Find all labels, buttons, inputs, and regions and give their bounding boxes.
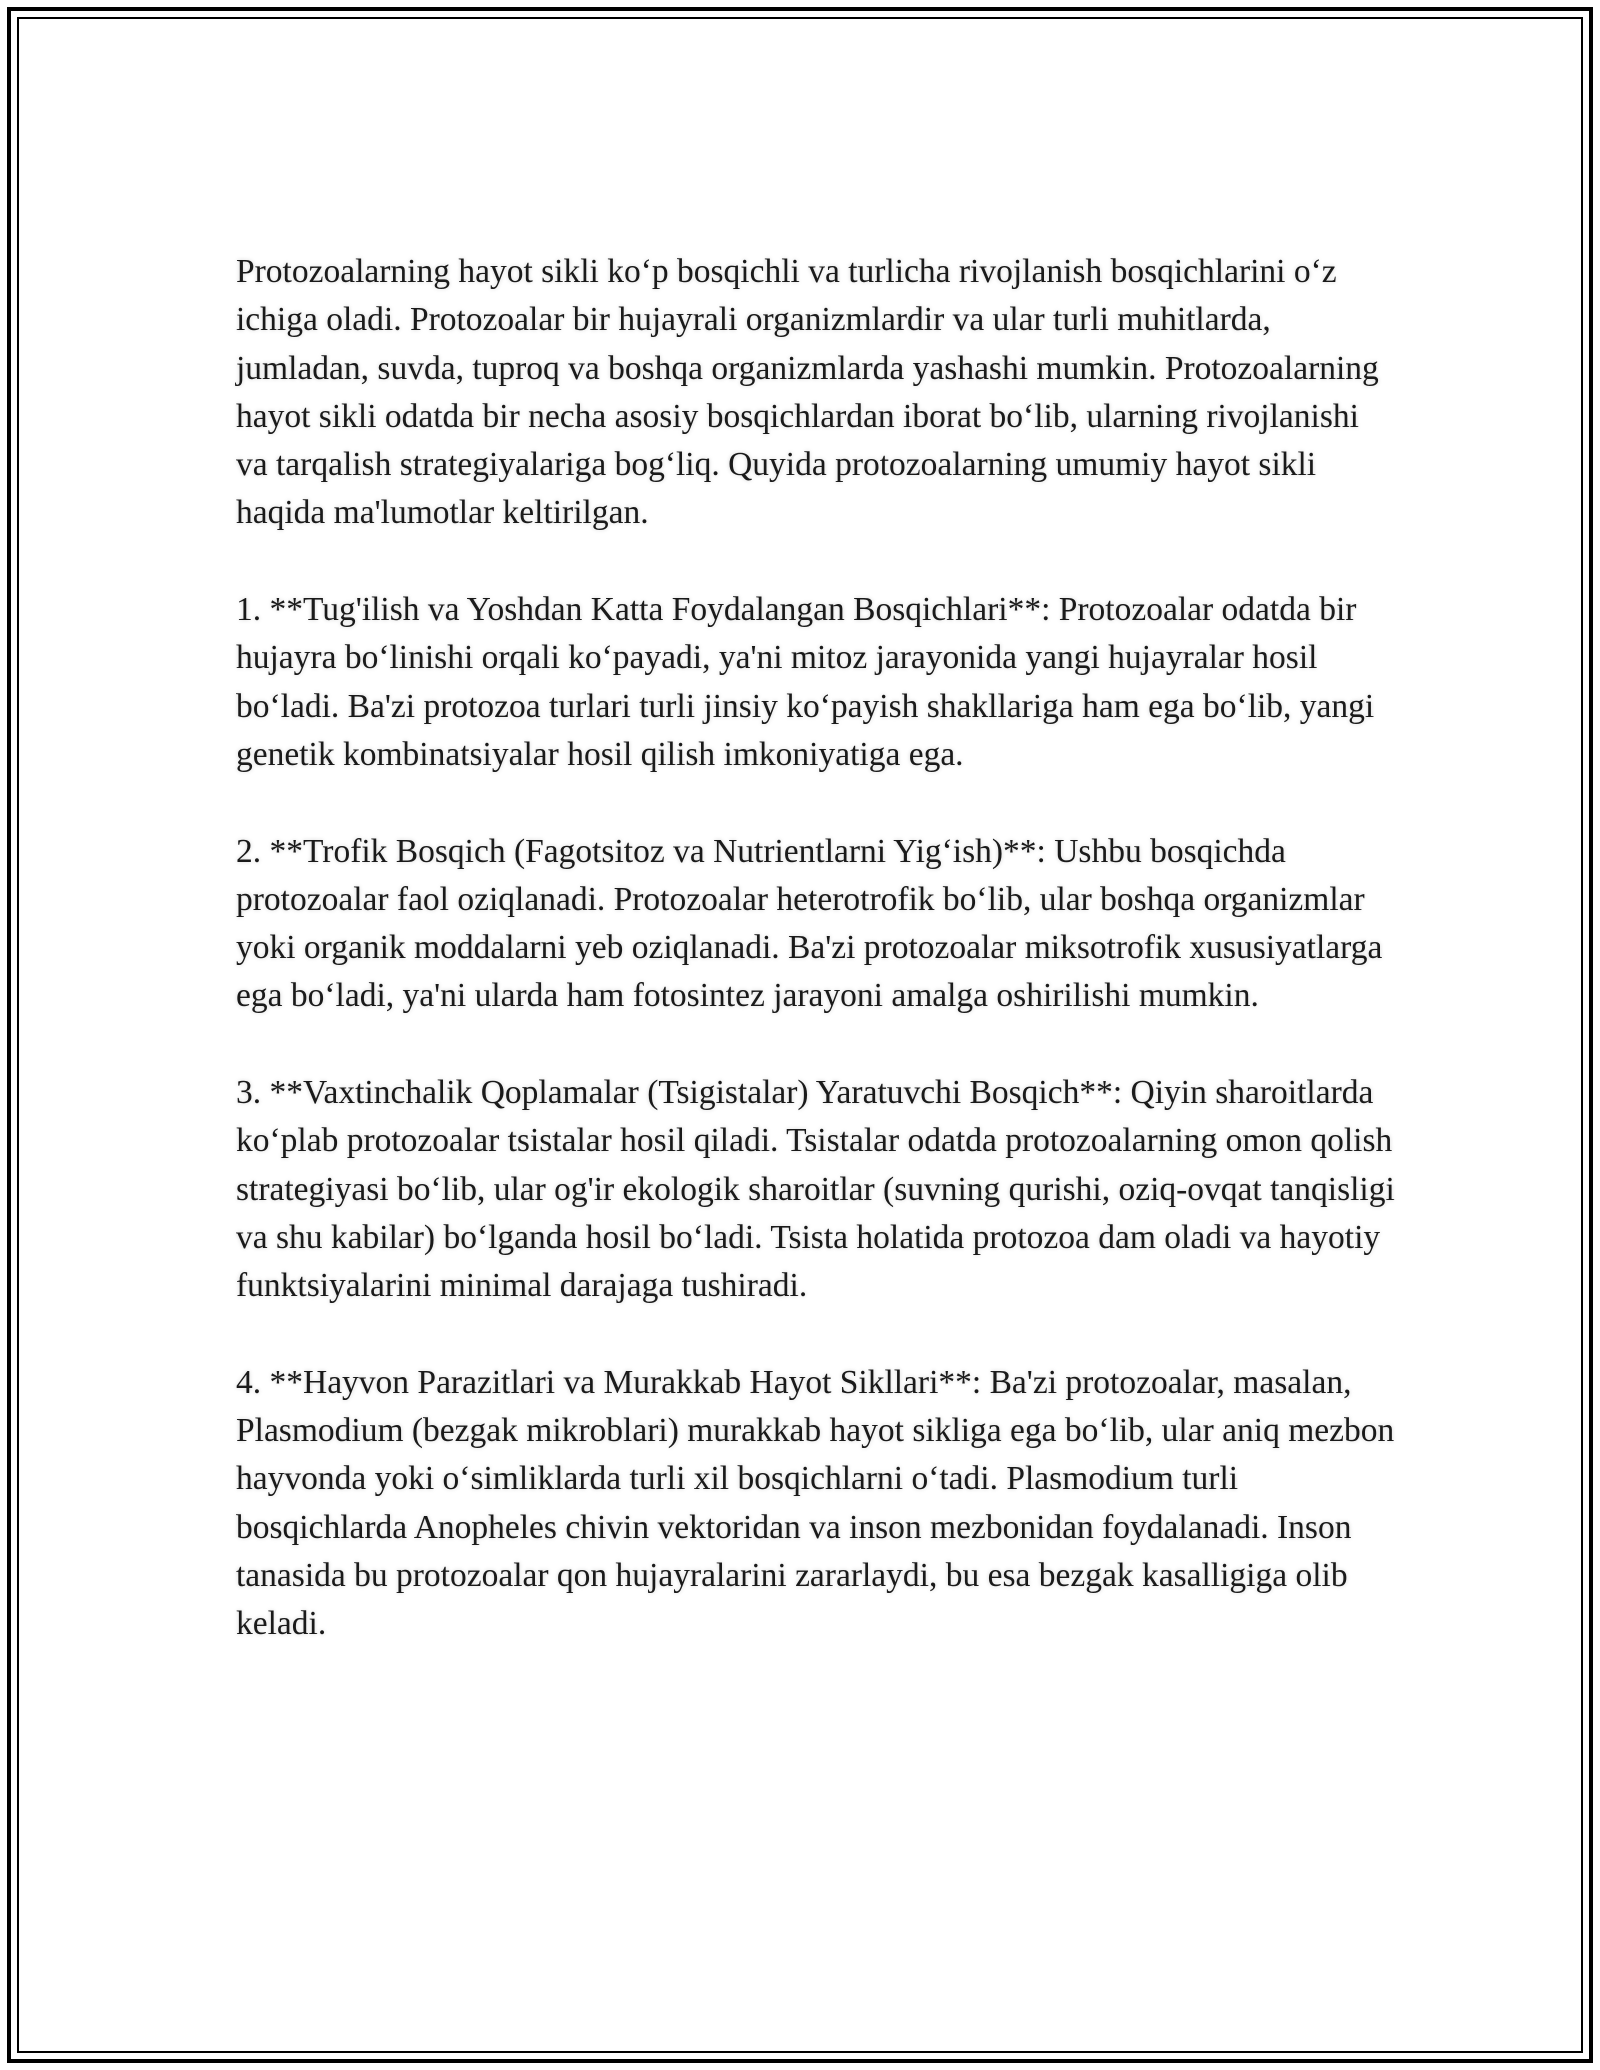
list-item-4-paragraph: 4. **Hayvon Parazitlari va Murakkab Hayot Sikllari**: Ba'zi protozoalar, masalan, Plasmodium (bezgak mikroblari) murakkab hayot sikliga ega bo‘lib, ular aniq mezbon hayvonda yoki o‘simliklarda turli xil bosqichlarni o‘tadi. Plasmodium turli bosqichlarda Anopheles chivin vektoridan va inson mezbonidan foydalanadi. Inson tanasida bu protozoalar qon hujayralarini zararlaydi, bu esa bezgak kasalligiga olib keladi. xyxy=(236,1363,1395,1643)
list-item-2-paragraph: 2. **Trofik Bosqich (Fagotsitoz va Nutrientlarni Yig‘ish)**: Ushbu bosqichda protozoalar faol oziqlanadi. Protozoalar heterotrofik bo‘lib, ular boshqa organizmlar yoki organik moddalarni yeb oziqlanadi. Ba'zi protozoalar miksotrofik xususiyatlarga ega bo‘ladi, ya'ni ularda ham fotosintez jarayoni amalga oshirilishi mumkin. xyxy=(236,832,1383,1015)
list-item-3-paragraph: 3. **Vaxtinchalik Qoplamalar (Tsigistalar) Yaratuvchi Bosqich**: Qiyin sharoitlarda ko‘plab protozoalar tsistalar hosil qiladi. Tsistalar odatda protozoalarning omon qolish strategiyasi bo‘lib, ular og'ir ekologik sharoitlar (suvning qurishi, oziq-ovqat tanqisligi va shu kabilar) bo‘lganda hosil bo‘ladi. Tsista holatida protozoa dam oladi va hayotiy funktsiyalarini minimal darajaga tushiradi. xyxy=(236,1074,1395,1305)
document-body xyxy=(236,248,1396,1649)
list-item-1-paragraph: 1. **Tug'ilish va Yoshdan Katta Foydalangan Bosqichlari**: Protozoalar odatda bir hujayra bo‘linishi orqali ko‘payadi, ya'ni mitoz jarayonida yangi hujayralar hosil bo‘ladi. Ba'zi protozoa turlari turli jinsiy ko‘payish shakllariga ham ega bo‘lib, yangi genetik kombinatsiyalar hosil qilish imkoniyatiga ega. xyxy=(236,591,1375,773)
intro-paragraph: Protozoalarning hayot sikli ko‘p bosqichli va turlicha rivojlanish bosqichlarini o‘z ichiga oladi. Protozoalar bir hujayrali organizmlardir va ular turli muhitlarda, jumladan, suvda, tuproq va boshqa organizmlarda yashashi mumkin. Protozoalarning hayot sikli odatda bir necha asosiy bosqichlardan iborat bo‘lib, ularning rivojlanishi va tarqalish strategiyalariga bog‘liq. Quyida protozoalarning umumiy hayot sikli haqida ma'lumotlar keltirilgan. xyxy=(236,253,1379,532)
